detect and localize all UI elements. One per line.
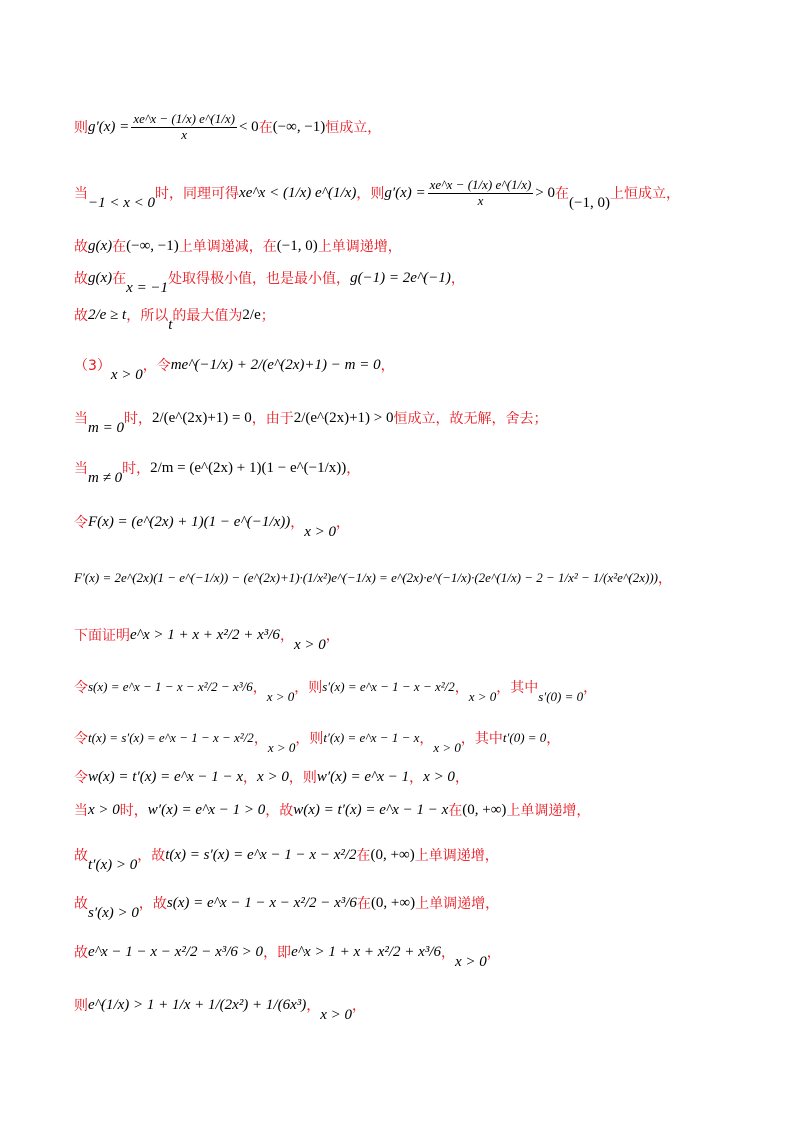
- math-expression: t′(x) = e^x − 1 − x: [323, 730, 420, 745]
- text-run: ，: [419, 731, 434, 747]
- text-run: ，: [486, 945, 501, 961]
- text-line: [74, 355, 760, 383]
- text-run: 当: [74, 411, 88, 427]
- text-run: ，故: [137, 848, 166, 864]
- text-line: [74, 845, 760, 873]
- text-line: [74, 408, 760, 436]
- text-run: ，: [409, 770, 424, 786]
- fraction-denominator: x: [477, 192, 484, 208]
- text-run: 在: [258, 120, 273, 137]
- math-expression: 2/e ≥ t: [88, 306, 127, 323]
- math-expression: x > 0: [267, 740, 296, 755]
- text-run: ，其中: [460, 731, 503, 747]
- math-expression: x > 0: [266, 689, 295, 704]
- math-expression: g(x): [88, 269, 113, 286]
- text-run: ，则: [294, 680, 323, 696]
- math-expression: < 0: [238, 118, 259, 135]
- text-run: ，: [346, 461, 361, 477]
- text-run: 上单调递增，: [317, 239, 402, 255]
- fraction-numerator: xe^x − (1/x) e^(1/x): [429, 177, 532, 192]
- text-line: [74, 112, 760, 143]
- text-run: ，: [325, 628, 340, 644]
- math-expression: x > 0: [468, 689, 497, 704]
- math-expression: m ≠ 0: [88, 469, 123, 486]
- text-run: 当: [74, 461, 88, 477]
- text-run: 故: [74, 308, 88, 324]
- text-line: [74, 800, 760, 820]
- math-expression: (0, +∞): [370, 894, 416, 911]
- math-expression: x > 0: [320, 1006, 353, 1023]
- math-expression: t′(x) > 0: [88, 856, 138, 873]
- math-expression: s(x) = e^x − 1 − x − x²/2 − x³/6: [88, 679, 253, 694]
- text-run: ，故: [265, 803, 294, 819]
- text-run: 令: [74, 680, 88, 696]
- math-expression: e^x − 1 − x − x²/2 − x³/6 > 0: [88, 943, 264, 960]
- math-expression: (−1, 0): [276, 237, 318, 254]
- text-run: 上单调递增，: [414, 848, 499, 864]
- text-run: 故: [74, 848, 88, 864]
- text-line: [74, 625, 760, 653]
- math-expression: w′(x) = e^x − 1 > 0: [147, 801, 266, 818]
- text-line: [74, 995, 760, 1023]
- text-line: [74, 728, 760, 755]
- math-expression: t(x) = s′(x) = e^x − 1 − x − x²/2: [88, 730, 254, 745]
- text-run: 处取得极小值，也是最小值，: [168, 271, 351, 287]
- text-run: ；: [260, 308, 275, 324]
- text-run: ，则: [356, 186, 385, 203]
- text-run: 令: [74, 770, 88, 786]
- text-run: ，: [352, 998, 367, 1014]
- text-line: [74, 942, 760, 970]
- text-run: 时，: [122, 461, 151, 477]
- text-run: 故: [74, 896, 88, 912]
- math-fraction: [131, 112, 237, 143]
- text-run: （3）: [74, 358, 111, 374]
- math-expression: x > 0: [433, 740, 461, 755]
- text-run: 的最大值为: [172, 308, 243, 324]
- math-expression: g′(x) =: [88, 118, 130, 135]
- text-run: ，即: [263, 945, 292, 961]
- math-expression: t′(0) = 0: [502, 730, 547, 745]
- text-run: 故: [74, 239, 88, 255]
- text-run: 在: [555, 186, 570, 203]
- text-run: 当: [74, 186, 88, 203]
- text-run: ，令: [142, 358, 171, 374]
- text-line: [74, 305, 760, 333]
- math-expression: w(x) = t′(x) = e^x − 1 − x: [293, 801, 449, 818]
- text-run: ，: [279, 628, 294, 644]
- math-fraction: [428, 178, 534, 209]
- text-run: 在: [112, 239, 127, 255]
- text-run: 恒成立，故无解，舍去；: [393, 411, 548, 427]
- math-expression: m = 0: [88, 419, 124, 436]
- math-expression: (−∞, −1): [126, 237, 179, 254]
- text-line: [74, 767, 760, 787]
- text-run: 在: [356, 896, 371, 912]
- text-line: [74, 178, 760, 209]
- text-run: ，: [290, 515, 305, 531]
- text-run: 时，: [123, 411, 152, 427]
- text-run: ，由于: [251, 411, 294, 427]
- math-expression: F′(x) = 2e^(2x)(1 − e^(−1/x)) − (e^(2x)+1)·(1/x²)e^(−1/x) = e^(2x)·e^(−1/x)·(2e^(1/x) − 2 − 1/x² − 1/(x²e^(2x))): [74, 570, 658, 585]
- text-run: ，: [336, 515, 350, 531]
- math-expression: F(x) = (e^(2x) + 1)(1 − e^(−1/x)): [88, 513, 291, 530]
- text-line: [74, 268, 760, 296]
- text-run: 故: [74, 271, 88, 287]
- text-run: 在: [448, 803, 463, 819]
- math-expression: s′(0) = 0: [538, 689, 584, 704]
- text-run: 令: [74, 731, 88, 747]
- math-expression: (0, +∞): [462, 801, 507, 818]
- math-expression: 2/(e^(2x)+1) = 0: [151, 409, 252, 426]
- math-expression: −1 < x < 0: [88, 194, 156, 211]
- text-run: 下面证明: [74, 628, 130, 644]
- text-run: ，: [583, 680, 598, 696]
- text-run: ，: [546, 731, 561, 747]
- fraction-numerator: xe^x − (1/x) e^(1/x): [133, 111, 235, 126]
- text-run: ，: [454, 680, 469, 696]
- math-expression: x > 0: [110, 366, 143, 383]
- math-expression: x > 0: [423, 768, 455, 785]
- math-expression: > 0: [535, 184, 556, 201]
- math-expression: e^(1/x) > 1 + 1/x + 1/(2x²) + 1/(6x³): [88, 996, 307, 1013]
- math-expression: 2/m = (e^(2x) + 1)(1 − e^(−1/x)): [150, 459, 347, 476]
- math-expression: e^x > 1 + x + x²/2 + x³/6: [130, 626, 280, 643]
- text-run: 上单调递增，: [415, 896, 500, 912]
- math-expression: g(x): [88, 237, 113, 254]
- math-expression: me^(−1/x) + 2/(e^(2x)+1) − m = 0: [170, 356, 381, 373]
- fraction-denominator: x: [181, 126, 188, 142]
- text-line: [74, 568, 760, 588]
- text-run: 上单调递增，: [506, 803, 591, 819]
- text-run: ，其中: [496, 680, 539, 696]
- text-run: 则: [74, 120, 88, 137]
- text-run: 在: [356, 848, 371, 864]
- math-expression: 2/(e^(2x)+1) > 0: [293, 409, 394, 426]
- math-expression: x > 0: [88, 801, 120, 818]
- text-line: [74, 893, 760, 921]
- math-expression: t(x) = s′(x) = e^x − 1 − x − x²/2: [165, 846, 357, 863]
- text-run: ，则: [295, 731, 324, 747]
- math-expression: x > 0: [293, 636, 326, 653]
- text-run: ，: [658, 571, 672, 587]
- text-run: ，: [306, 998, 321, 1014]
- text-run: 恒成立，: [325, 120, 382, 137]
- math-expression: w(x) = t′(x) = e^x − 1 − x: [88, 768, 244, 785]
- math-expression: (−∞, −1): [272, 118, 326, 135]
- text-run: 令: [74, 515, 88, 531]
- math-expression: s′(x) > 0: [88, 904, 139, 921]
- math-expression: s(x) = e^x − 1 − x − x²/2 − x³/6: [166, 894, 357, 911]
- text-line: [74, 236, 760, 256]
- math-expression: xe^x < (1/x) e^(1/x): [239, 184, 357, 201]
- math-expression: e^x > 1 + x + x²/2 + x³/6: [291, 943, 441, 960]
- math-expression: (−1, 0): [569, 194, 610, 211]
- text-run: 在: [112, 271, 127, 287]
- text-run: ，: [380, 358, 395, 374]
- text-run: ，则: [288, 770, 317, 786]
- text-run: ，: [253, 731, 268, 747]
- math-expression: (0, +∞): [370, 846, 415, 863]
- text-run: 则: [74, 998, 88, 1014]
- math-expression: g(−1) = 2e^(−1): [350, 269, 451, 286]
- text-run: ，所以: [126, 308, 169, 324]
- math-expression: x > 0: [257, 768, 289, 785]
- math-expression: g′(x) =: [384, 184, 426, 201]
- math-expression: x > 0: [304, 523, 336, 540]
- text-run: 上单调递减，在: [178, 239, 277, 255]
- text-run: 时，同理可得: [155, 186, 240, 203]
- text-line: [74, 677, 760, 704]
- text-run: ，故: [138, 896, 167, 912]
- text-run: 上恒成立，: [609, 186, 680, 203]
- math-expression: s′(x) = e^x − 1 − x − x²/2: [322, 679, 455, 694]
- text-run: ，: [252, 680, 267, 696]
- math-expression: 2/e: [242, 306, 261, 323]
- text-run: ，: [243, 770, 258, 786]
- text-run: ，: [450, 271, 465, 287]
- math-expression: x > 0: [455, 953, 487, 970]
- math-expression: t: [168, 316, 173, 333]
- math-expression: x = −1: [126, 279, 169, 296]
- math-expression: w′(x) = e^x − 1: [316, 768, 410, 785]
- text-run: ，: [441, 945, 455, 961]
- text-line: [74, 458, 760, 486]
- text-run: 故: [74, 945, 88, 961]
- text-run: ，: [454, 770, 469, 786]
- text-line: [74, 512, 760, 540]
- text-run: 时，: [119, 803, 148, 819]
- text-run: 当: [74, 803, 88, 819]
